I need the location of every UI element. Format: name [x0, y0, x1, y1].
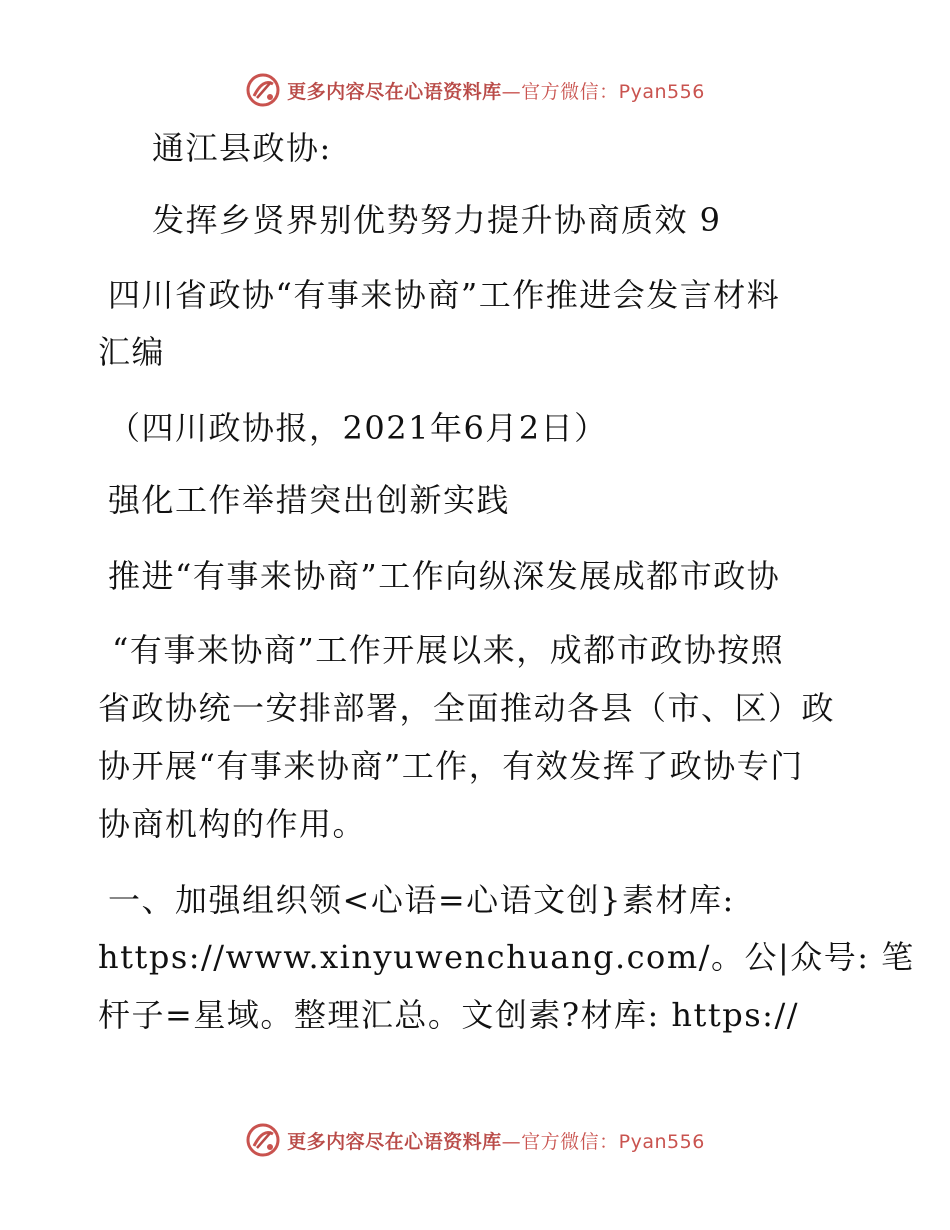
watermark-main-text: 更多内容尽在心语资料库: [287, 80, 502, 103]
watermark-sub-text: 官方微信：Pyan556: [521, 1130, 705, 1153]
doc-line-14: 杆子=星域。整理汇总。文创素?材库: https://: [98, 996, 800, 1034]
doc-line-3: 四川省政协“有事来协商”工作推进会发言材料: [108, 276, 781, 314]
doc-line-12: 一、加强组织领<心语=心语文创}素材库:: [108, 881, 735, 919]
doc-line-1: 通江县政协:: [152, 129, 332, 167]
watermark-dash: —: [501, 1130, 522, 1153]
watermark-main-text: 更多内容尽在心语资料库: [287, 1130, 502, 1153]
watermark-text: [287, 77, 705, 104]
doc-line-6: 强化工作举措突出创新实践: [108, 481, 511, 519]
watermark-dash: —: [501, 80, 522, 103]
watermark-banner-bottom: [0, 1120, 950, 1160]
doc-line-4: 汇编: [98, 333, 166, 371]
doc-line-8: “有事来协商”工作开展以来，成都市政协按照: [112, 631, 785, 669]
doc-line-11: 协商机构的作用。: [98, 805, 367, 843]
doc-line-10: 协开展“有事来协商”工作，有效发挥了政协专门: [98, 747, 804, 785]
doc-line-7: 推进“有事来协商”工作向纵深发展成都市政协: [108, 557, 781, 595]
watermark-sub-text: 官方微信：Pyan556: [521, 80, 705, 103]
xinyu-logo-icon: [245, 1122, 281, 1158]
doc-line-13: https://www.xinyuwenchuang.com/。公|众号: 笔: [98, 938, 915, 976]
doc-line-9: 省政协统一安排部署，全面推动各县（市、区）政: [98, 689, 836, 727]
doc-line-5: （四川政协报，2021年6月2日）: [108, 409, 608, 447]
watermark-text: [287, 1127, 705, 1154]
xinyu-logo-icon: [245, 72, 281, 108]
watermark-banner-top: [0, 70, 950, 110]
doc-line-2: 发挥乡贤界别优势努力提升协商质效 9: [152, 201, 722, 239]
